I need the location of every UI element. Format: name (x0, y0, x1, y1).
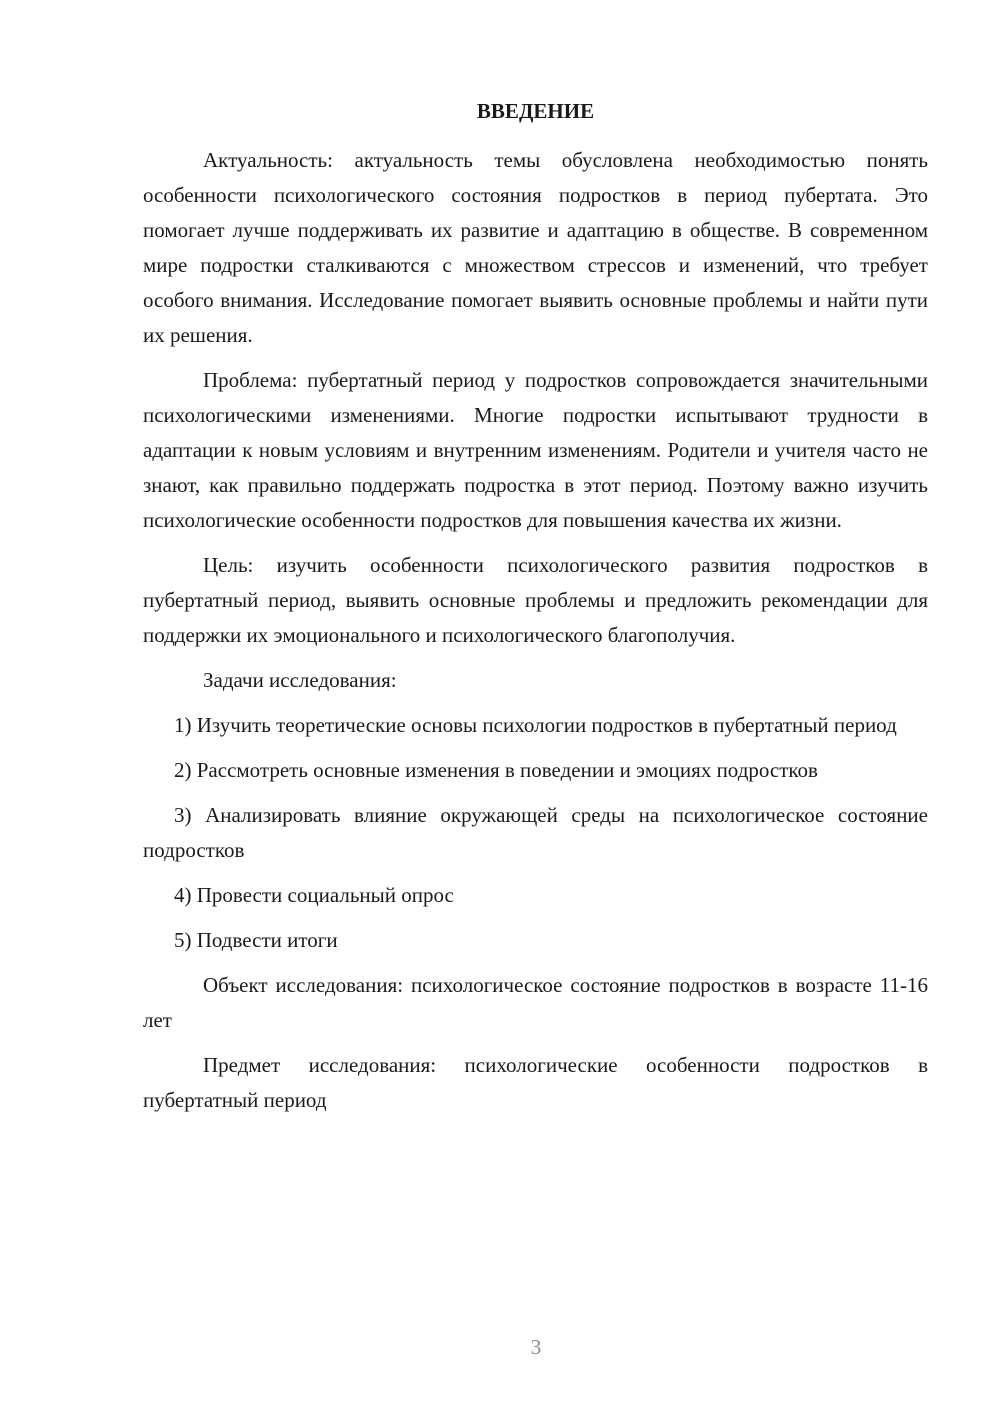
task-item-3: 3) Анализировать влияние окружающей среды на психологическое состояние подростков (143, 803, 928, 862)
task-item-2: 2) Рассмотреть основные изменения в поведении и эмоциях подростков (174, 758, 818, 782)
problem-paragraph: Проблема: пубертатный период у подростков сопровождается значительными психологическими изменениями. Многие подростки испытывают трудности в адаптации к новым условиям и внутренним изменениям. Родители и учителя часто не знают, как правильно поддержать подростка в этот период. Поэтому важно изучить психологические особенности подростков для повышения качества их жизни. (143, 368, 928, 532)
page-body (143, 96, 928, 1128)
tasks-title: Задачи исследования: (203, 668, 397, 692)
task-item-1: 1) Изучить теоретические основы психологии подростков в пубертатный период (174, 713, 897, 737)
relevance-paragraph: Актуальность: актуальность темы обусловлена необходимостью понять особенности психологического состояния подростков в период пубертата. Это помогает лучше поддерживать их развитие и адаптацию в обществе. В современном мире подростки сталкиваются с множеством стрессов и изменений, что требует особого внимания. Исследование помогает выявить основные проблемы и найти пути их решения. (143, 148, 928, 347)
task-item-4: 4) Провести социальный опрос (174, 883, 454, 907)
object-paragraph: Объект исследования: психологическое состояние подростков в возрасте 11-16 лет (143, 973, 928, 1032)
goal-paragraph: Цель: изучить особенности психологического развития подростков в пубертатный период, выявить основные проблемы и предложить рекомендации для поддержки их эмоционального и психологического благополучия. (143, 553, 928, 647)
subject-paragraph: Предмет исследования: психологические особенности подростков в пубертатный период (143, 1053, 928, 1112)
task-item-5: 5) Подвести итоги (174, 928, 338, 952)
section-heading: ВВЕДЕНИЕ (476, 99, 595, 123)
page-number: 3 (530, 1335, 542, 1359)
